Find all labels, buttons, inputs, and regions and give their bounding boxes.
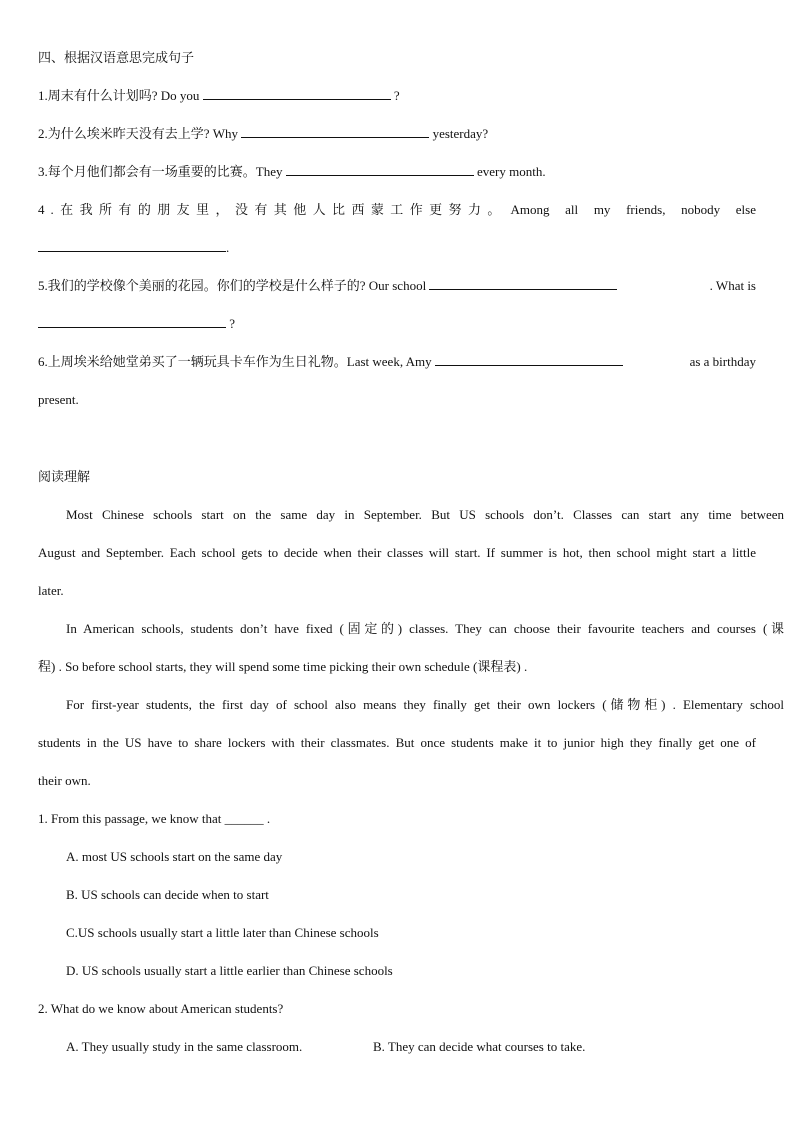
passage-p2-line-1: In American schools, students don’t have fixed (固定的) classes. They can choose their favourite teachers and courses (课 bbox=[66, 621, 784, 636]
passage-p1-line-1: Most Chinese schools start on the same day in September. But US schools don’t. Classes can start any time between bbox=[66, 507, 784, 522]
passage-p1-line-2: August and September. Each school gets to decide when their classes will start. If summer is hot, then school might start a little bbox=[38, 545, 756, 560]
sentence-6-chinese: 6.上周埃米给她堂弟买了一辆玩具卡车作为生日礼物。 bbox=[38, 354, 347, 369]
sentence-2-english: Why bbox=[209, 126, 242, 141]
sentence-4-chinese: 4.在我所有的朋友里，没有其他人比西蒙工作更努力。 bbox=[38, 202, 507, 217]
sentence-5-english: Our school bbox=[365, 278, 430, 293]
sentence-1 bbox=[38, 86, 756, 106]
sentence-2-chinese: 2.为什么埃米昨天没有去上学? bbox=[38, 126, 210, 141]
passage-p2-line-2: 程) . So before school starts, they will spend some time picking their own schedule (课程表) . bbox=[38, 659, 528, 674]
sentence-1-english: Do you bbox=[157, 88, 203, 103]
passage-p3-line-3: their own. bbox=[38, 773, 91, 788]
question-1-option-b[interactable]: B. US schools can decide when to start bbox=[66, 887, 269, 902]
sentence-2 bbox=[38, 124, 756, 144]
answer-blank-5b[interactable] bbox=[38, 315, 226, 328]
sentence-1-chinese: 1.周末有什么计划吗? bbox=[38, 88, 158, 103]
question-1-option-a[interactable]: A. most US schools start on the same day bbox=[66, 849, 283, 864]
section-four-title: 四、根据汉语意思完成句子 bbox=[38, 50, 195, 65]
passage-p3-line-2: students in the US have to share lockers with their classmates. But once students make it to junior high they finally get one of bbox=[38, 735, 756, 750]
sentence-5-end: ? bbox=[226, 316, 236, 331]
sentence-6-english: Last week, Amy bbox=[346, 354, 435, 369]
passage-p3-line-1: For first-year students, the first day of school also means they finally get their own lockers (储物柜) . Elementary school bbox=[66, 697, 784, 712]
answer-blank-4[interactable] bbox=[38, 239, 226, 252]
question-2-stem: 2. What do we know about American students? bbox=[38, 1001, 284, 1016]
sentence-1-end: ? bbox=[390, 88, 400, 103]
sentence-5 bbox=[38, 276, 756, 296]
sentence-5-mid: . What is bbox=[709, 278, 756, 293]
question-2-option-b[interactable]: B. They can decide what courses to take. bbox=[373, 1039, 586, 1054]
sentence-4-english: Among all my friends, nobody else bbox=[510, 202, 756, 217]
sentence-3-end: every month. bbox=[473, 164, 546, 179]
passage-p1-line-3: later. bbox=[38, 583, 64, 598]
sentence-6-continued: present. bbox=[38, 392, 79, 407]
reading-section-title: 阅读理解 bbox=[38, 469, 91, 484]
answer-blank-2[interactable] bbox=[241, 125, 429, 138]
sentence-4-continued bbox=[38, 238, 756, 258]
sentence-4-end: . bbox=[226, 240, 230, 255]
sentence-6-mid: as a birthday bbox=[689, 354, 756, 369]
sentence-6 bbox=[38, 352, 756, 372]
sentence-2-end: yesterday? bbox=[429, 126, 489, 141]
answer-blank-6[interactable] bbox=[435, 353, 623, 366]
answer-blank-3[interactable] bbox=[286, 163, 474, 176]
question-1-option-c[interactable]: C.US schools usually start a little later than Chinese schools bbox=[66, 925, 379, 940]
question-2-option-a[interactable]: A. They usually study in the same classroom. bbox=[66, 1039, 303, 1054]
question-1-stem: 1. From this passage, we know that ______ . bbox=[38, 811, 271, 826]
sentence-4 bbox=[38, 200, 756, 220]
sentence-3-chinese: 3.每个月他们都会有一场重要的比赛。 bbox=[38, 164, 256, 179]
sentence-5-chinese: 5.我们的学校像个美丽的花园。你们的学校是什么样子的? bbox=[38, 278, 366, 293]
answer-blank-5a[interactable] bbox=[429, 277, 617, 290]
sentence-5-continued bbox=[38, 314, 756, 334]
sentence-3 bbox=[38, 162, 756, 182]
answer-blank-1[interactable] bbox=[203, 87, 391, 100]
question-2-options-row bbox=[38, 1037, 784, 1057]
question-1-option-d[interactable]: D. US schools usually start a little earlier than Chinese schools bbox=[66, 963, 393, 978]
sentence-3-english: They bbox=[255, 164, 286, 179]
